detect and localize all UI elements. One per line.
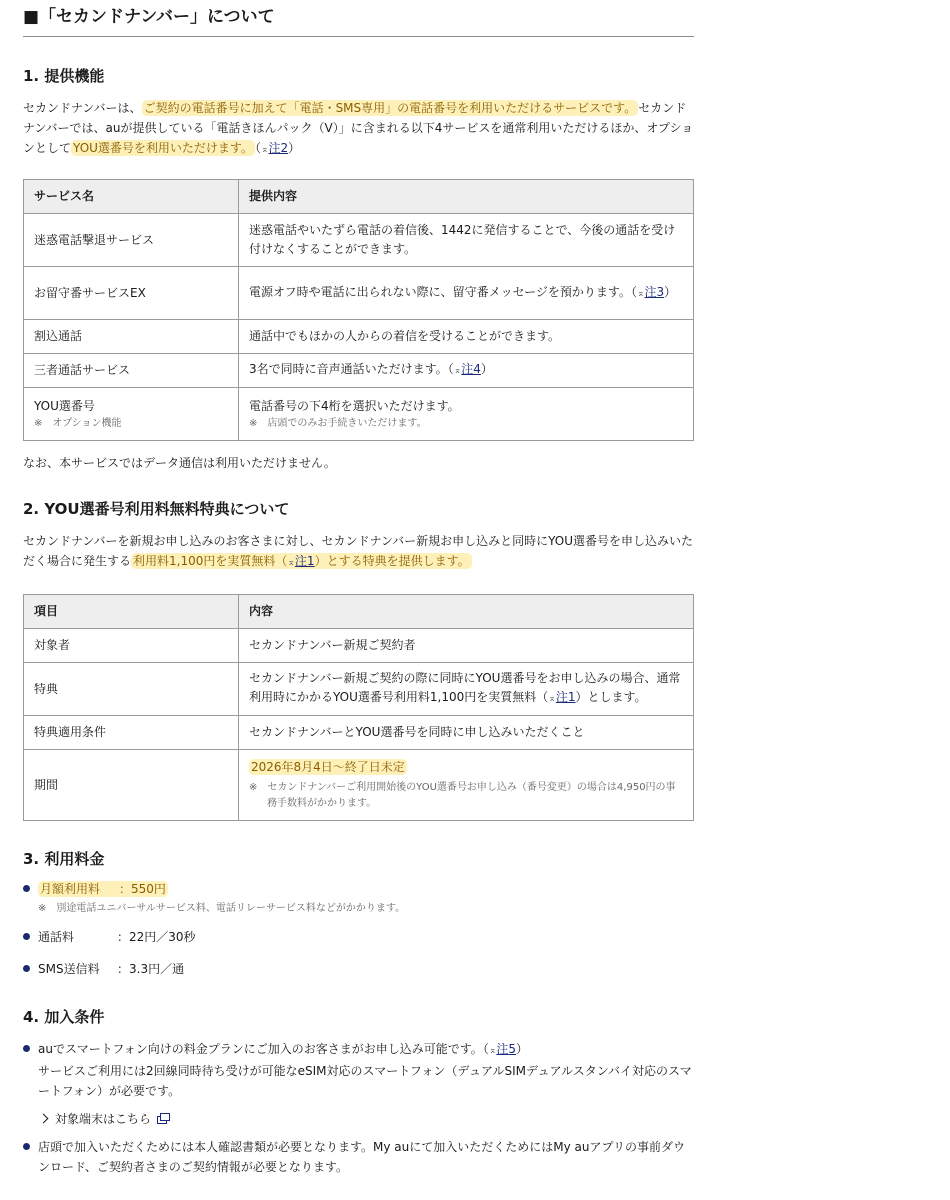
bullet-icon [23, 1143, 30, 1150]
service-desc [239, 267, 694, 320]
note-2-link[interactable]: 注2 [268, 141, 289, 155]
table-row [24, 663, 694, 716]
benefit-desc: セカンドナンバー新規ご契約者 [239, 629, 694, 663]
benefit-item: 特典 [24, 663, 239, 716]
fee-value: ：3.3円／通 [117, 962, 185, 976]
service-name: お留守番サービスEX [24, 267, 239, 320]
note-symbol-icon: ⌅ [453, 366, 462, 376]
fee-label: SMS送信料 [38, 962, 100, 976]
service-name [24, 388, 239, 441]
table-row [24, 267, 694, 320]
service-desc-text: 3名で同時に音声通話いただけます。 [249, 362, 448, 376]
table-header-row [24, 595, 694, 629]
note-2-ref [255, 141, 300, 155]
benefit-desc-a: セカンドナンバー新規ご契約の際に同時にYOU選番号をお申し込みの場合、通常利用時にかかるYOU選番号利用料1,100円を実質無料（ [249, 671, 681, 704]
benefit-desc: セカンドナンバーとYOU選番号を同時に申し込みいただくこと [239, 716, 694, 750]
table-header-content: 提供内容 [239, 180, 694, 214]
table-header-service: サービス名 [24, 180, 239, 214]
fee-list [23, 879, 694, 979]
table-row [24, 354, 694, 388]
service-desc: 迷惑電話やいたずら電話の着信後、1442に発信することで、今後の通話を受け付けなくすることができます。 [239, 214, 694, 267]
table-row [24, 716, 694, 750]
fee-value: ：22円／30秒 [117, 930, 196, 944]
service-name-text: YOU選番号 [34, 398, 95, 413]
service-name-note: ※ オプション機能 [34, 417, 122, 429]
section-3-heading: 3. 利用料金 [23, 850, 105, 868]
table-row [24, 214, 694, 267]
fee-label: 通話料 [38, 930, 75, 944]
service-name: 三者通話サービス [24, 354, 239, 388]
table-row [24, 320, 694, 354]
note-open: （ [630, 284, 637, 299]
section-1-highlight-1: ご契約の電話番号に加えて「電話・SMS専用」の電話番号を利用いただけるサービスです。 [143, 101, 637, 115]
note-1-ref [287, 554, 314, 568]
benefit-item: 期間 [24, 750, 239, 821]
note-3-link[interactable]: 注3 [644, 284, 665, 299]
service-desc [239, 388, 694, 441]
note-symbol-icon: ⌅ [260, 145, 269, 155]
note-4-link[interactable]: 注4 [461, 362, 481, 376]
section-1-after-note: なお、本サービスではデータ通信は利用いただけません。 [23, 456, 336, 470]
list-item [23, 927, 694, 947]
service-name: 迷惑電話撃退サービス [24, 214, 239, 267]
note-1-ref [548, 690, 575, 704]
fee-label: 月額利用料 [40, 882, 101, 896]
fee-monthly [38, 881, 168, 897]
content [23, 0, 694, 1177]
note-close: ） [288, 141, 301, 155]
table-header-row [24, 180, 694, 214]
section-1-text-a: セカンドナンバーは、 [23, 101, 142, 115]
section-2-highlight-b: ）とする特典を提供します。 [314, 554, 470, 568]
note-close: ） [664, 284, 677, 299]
service-desc-text: 電源オフ時や電話に出られない際に、留守番メッセージを預かります。 [249, 284, 631, 299]
list-item [23, 879, 694, 917]
period-text [249, 758, 683, 777]
note-5-ref [483, 1042, 528, 1056]
table-row [24, 388, 694, 441]
benefit-desc-b: ）とします。 [575, 690, 647, 704]
note-symbol-icon: ⌅ [636, 288, 645, 299]
benefit-table [23, 594, 694, 821]
note-symbol-icon: ⌅ [548, 694, 556, 704]
period-highlight: 2026年8月4日～終了日未定 [251, 760, 405, 774]
list-item [23, 959, 694, 979]
bullet-icon [23, 933, 30, 940]
benefit-desc [239, 663, 694, 716]
note-close: ） [516, 1042, 529, 1056]
service-desc: 通話中でもほかの人からの着信を受けることができます。 [239, 320, 694, 354]
condition-text: auでスマートフォン向けの料金プランにご加入のお客さまがお申し込み可能です。 [38, 1042, 483, 1056]
condition-text-2: サービスご利用には2回線同時待ち受けが可能なeSIM対応のスマートフォン（デュアルSIMデュアルスタンバイ対応のスマートフォン）が必要です。 [38, 1064, 692, 1098]
note-4-ref [448, 362, 493, 376]
note-1-link[interactable]: 注1 [555, 690, 576, 704]
bullet-icon [23, 1045, 30, 1052]
note-open: （ [482, 1042, 489, 1056]
list-item [23, 1137, 694, 1177]
devices-link-label[interactable]: 対象端末はこちら [55, 1112, 152, 1126]
service-desc-text: 電話番号の下4桁を選択いただけます。 [249, 398, 460, 413]
service-table [23, 179, 694, 441]
external-window-icon [157, 1113, 170, 1124]
fee-value: ：550円 [119, 882, 166, 896]
section-4-heading: 4. 加入条件 [23, 1008, 105, 1026]
fee-note: ※ 別途電話ユニバーサルサービス料、電話リレーサービス料などがかかります。 [38, 903, 406, 914]
note-1-link[interactable]: 注1 [294, 554, 315, 568]
title-divider [23, 36, 694, 37]
note-symbol-icon: ⌅ [488, 1046, 497, 1056]
devices-link[interactable] [38, 1109, 694, 1129]
service-desc-note: ※ 店頭でのみお手続きいただけます。 [249, 417, 427, 429]
section-2-paragraph [23, 531, 694, 573]
table-header-content: 内容 [239, 595, 694, 629]
page-title: ■「セカンドナンバー」について [23, 7, 275, 27]
benefit-desc [239, 750, 694, 821]
service-desc [239, 354, 694, 388]
table-row [24, 629, 694, 663]
table-header-item: 項目 [24, 595, 239, 629]
table-row [24, 750, 694, 821]
section-1-heading: 1. 提供機能 [23, 67, 105, 85]
note-open: （ [254, 141, 261, 155]
list-item [23, 1039, 694, 1129]
service-name: 割込通話 [24, 320, 239, 354]
chevron-right-icon [39, 1114, 49, 1124]
period-note: ※ セカンドナンバーご利用開始後のYOU選番号お申し込み（番号変更）の場合は4,950円の事務手数料がかかります。 [249, 782, 676, 809]
note-open: （ [447, 362, 454, 376]
benefit-item: 対象者 [24, 629, 239, 663]
bullet-icon [23, 885, 30, 892]
benefit-item: 特典適用条件 [24, 716, 239, 750]
section-1-paragraph [23, 98, 694, 160]
section-1-text-b: セカンドナンバーでは、auが提供している「電話きほんパック（V）」に含まれる以下4サービスを通常利用いただけるほか、オプションとして [23, 101, 694, 155]
note-3-ref [631, 285, 676, 299]
condition-list [23, 1039, 694, 1177]
condition-text: 店頭で加入いただくためには本人確認書類が必要となります。My auにて加入いただくためにはMy auアプリの事前ダウンロード、ご契約者さまのご契約情報が必要となります。 [38, 1140, 686, 1174]
note-5-link[interactable]: 注5 [496, 1042, 517, 1056]
bullet-icon [23, 965, 30, 972]
section-2-highlight-a: 利用料1,100円を実質無料（ [133, 554, 288, 568]
section-1-highlight-2: YOU選番号を利用いただけます。 [73, 141, 253, 155]
section-2-heading: 2. YOU選番号利用料無料特典について [23, 500, 290, 518]
note-symbol-icon: ⌅ [287, 558, 295, 568]
section-2-highlight [131, 553, 472, 569]
note-close: ） [480, 362, 493, 376]
section-2-text-a: セカンドナンバーを新規お申し込みのお客さまに対し、セカンドナンバー新規お申し込みと同時にYOU選番号を申し込みいただく場合に発生する [23, 534, 694, 568]
